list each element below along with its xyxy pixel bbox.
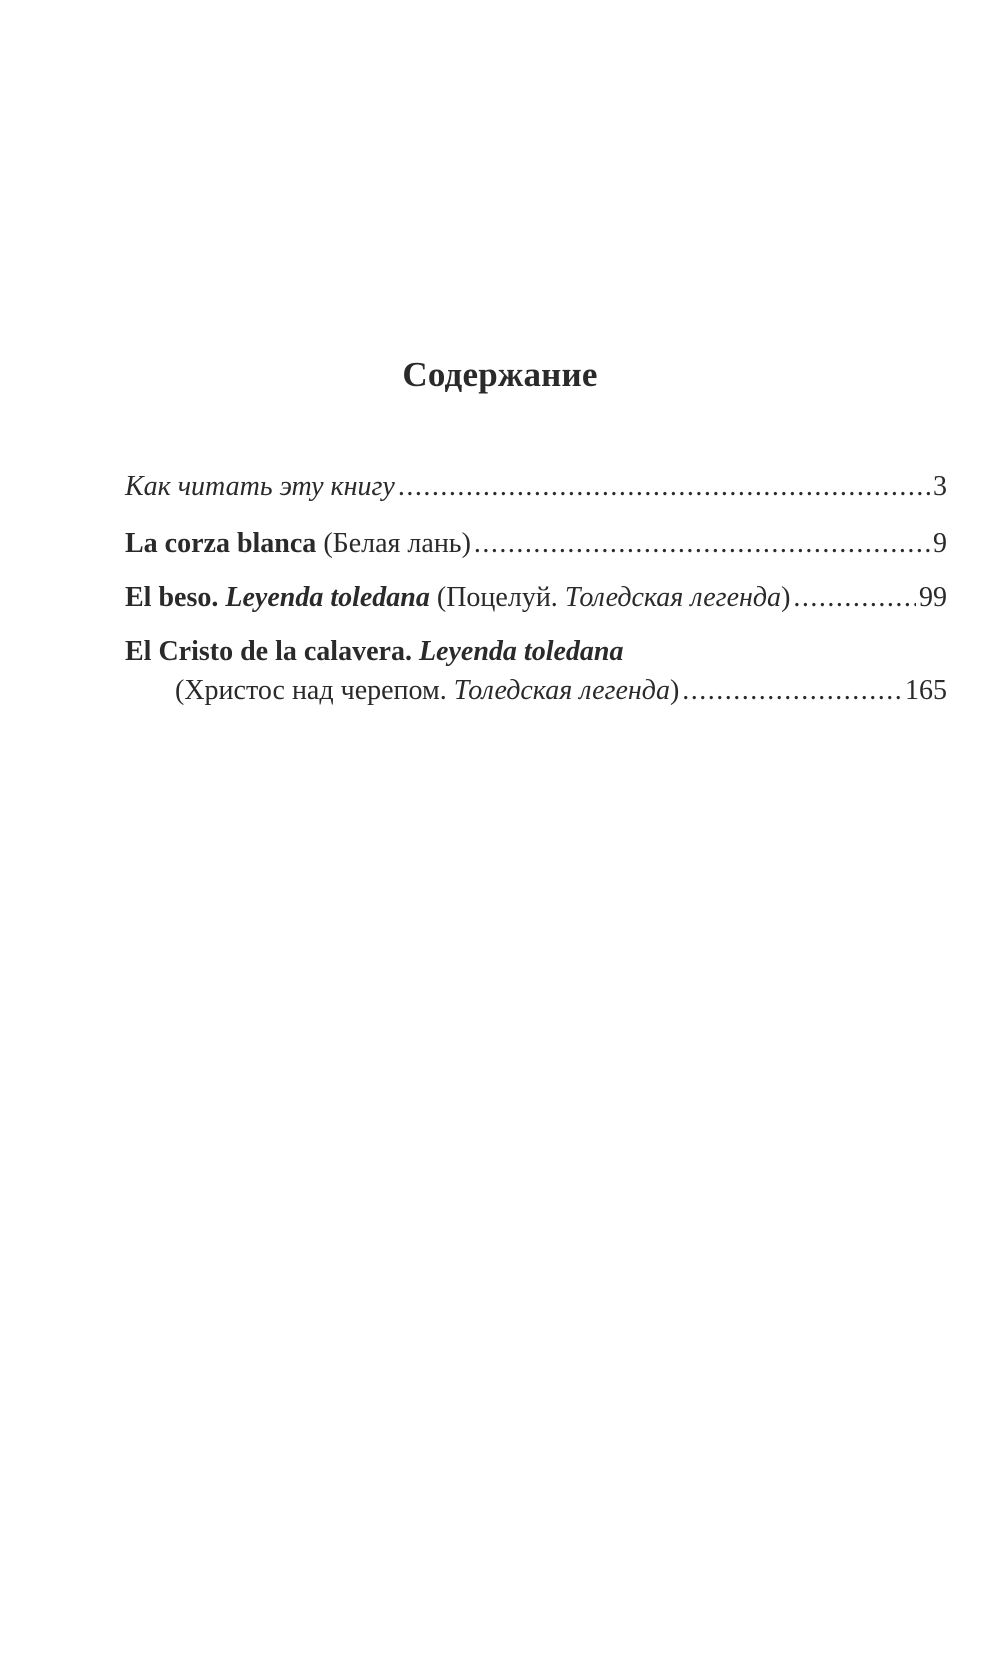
dot-leader [793,581,916,615]
entry-line-2 [175,675,947,707]
entry-translation: (Белая лань) [323,528,471,559]
page-number: 99 [919,582,947,613]
closing-paren: ) [781,582,791,613]
page-number: 9 [933,528,947,559]
entry-subtitle: Leyenda toledana [225,582,430,613]
dot-leader [398,470,930,504]
entry-translation-subtitle: Толедская легенда [453,675,670,706]
entry-title: El Cristo de la calavera. [125,636,412,667]
dot-leader [474,527,930,561]
page-number: 165 [905,675,947,706]
entry-title: El beso. [125,582,219,613]
entry-subtitle: Leyenda toledana [418,636,624,667]
page-number: 3 [933,471,947,502]
toc-entry-la-corza-blanca[interactable] [125,527,947,561]
toc-entry-el-cristo[interactable] [125,635,947,707]
entry-title: La corza blanca [125,528,317,559]
entry-translation: (Поцелуй. [436,582,558,613]
toc-entry-el-beso[interactable] [125,581,947,615]
entry-translation: (Христос над черепом. [175,675,447,706]
dot-leader [682,675,902,707]
closing-paren: ) [669,675,680,706]
toc-entry-how-to-read[interactable] [125,470,947,504]
entry-line-1 [125,635,947,669]
page-title: Содержание [402,355,598,394]
entry-translation-subtitle: Толедская легенда [564,582,782,613]
entry-title: Как читать эту книгу [125,471,395,502]
